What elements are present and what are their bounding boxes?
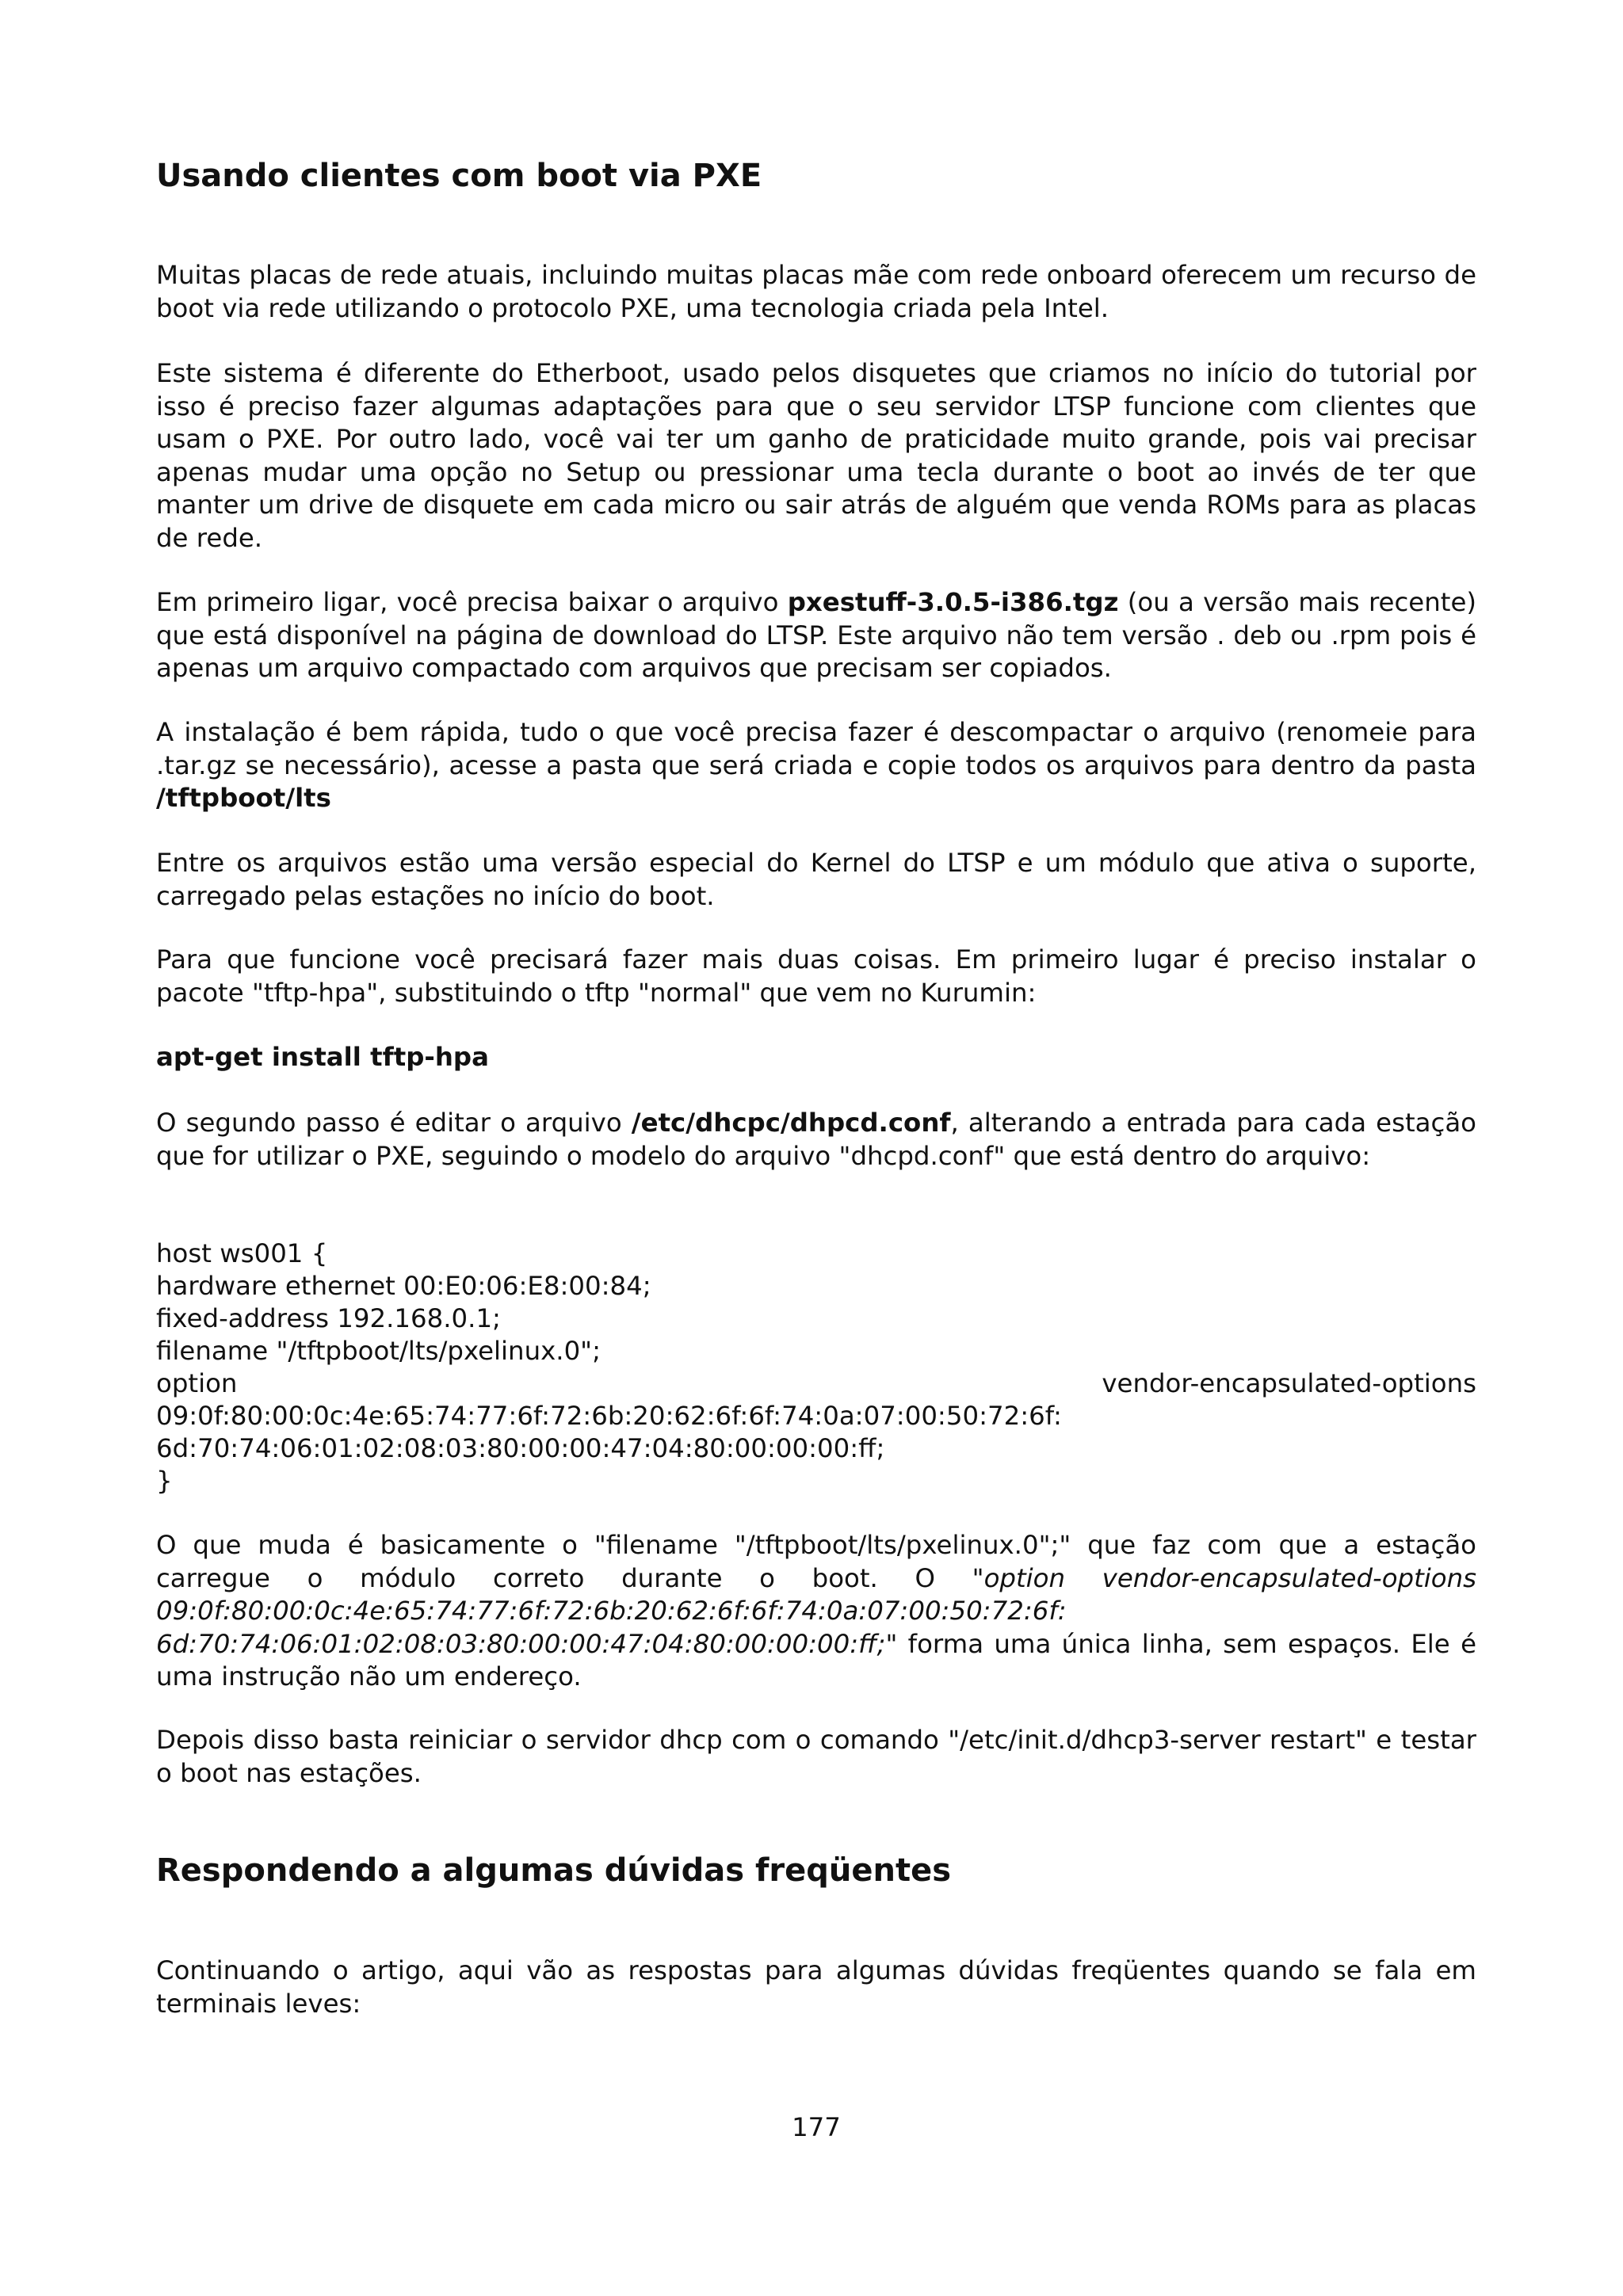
paragraph-restart: Depois disso basta reiniciar o servidor dhcp com o comando "/etc/init.d/dhcp3-server restart" e testar o boot nas estações. bbox=[156, 1725, 1476, 1788]
code-line-8: } bbox=[156, 1466, 173, 1496]
code-line-3: fixed-address 192.168.0.1; bbox=[156, 1303, 501, 1333]
paragraph-download-text: Em primeiro ligar, você precisa baixar o arquivo bbox=[156, 587, 788, 617]
paragraph-kernel: Entre os arquivos estão uma versão especial do Kernel do LTSP e um módulo que ativa o suporte, carregado pelas estações no início do boot. bbox=[156, 848, 1476, 911]
paragraph-dhcpd-edit bbox=[156, 1107, 1476, 1173]
page-number: 177 bbox=[792, 2112, 841, 2142]
code-line-5 bbox=[156, 1367, 1476, 1401]
paragraph-filename-explain bbox=[156, 1529, 1476, 1694]
tftpboot-path: /tftpboot/lts bbox=[156, 783, 331, 813]
paragraph-download bbox=[156, 586, 1476, 685]
dhcpcd-conf-path: /etc/dhcpc/dhpcd.conf bbox=[631, 1108, 951, 1138]
paragraph-tftp: Para que funcione você precisará fazer mais duas coisas. Em primeiro lugar é preciso instalar o pacote "tftp-hpa", substituindo o tftp "normal" que vem no Kurumin: bbox=[156, 944, 1476, 1008]
paragraph-filename-explain-text: O que muda é basicamente o "filename "/tftpboot/lts/pxelinux.0";" que faz com que a estação carregue o módulo correto durante o boot. O " bbox=[156, 1530, 1476, 1593]
code-line-2: hardware ethernet 00:E0:06:E8:00:84; bbox=[156, 1271, 651, 1301]
code-line-5-keyword: option bbox=[156, 1368, 238, 1398]
paragraph-install-text: A instalação é bem rápida, tudo o que você precisa fazer é descompactar o arquivo (renomeie para .tar.gz se necessário), acesse a pasta que será criada e copie todos os arquivos para dentro da pasta bbox=[156, 717, 1476, 780]
paragraph-filename-explain-text-rest: " forma uma única linha, sem espaços. Ele é uma instrução não um endereço. bbox=[156, 1628, 1476, 1691]
paragraph-dhcpd-edit-text-rest: , alterando a entrada para cada estação que for utilizar o PXE, seguindo o modelo do arquivo "dhcpd.conf" que está dentro do arquivo: bbox=[156, 1108, 1476, 1171]
paragraph-dhcpd-edit-text: O segundo passo é editar o arquivo bbox=[156, 1108, 632, 1138]
code-line-7: 6d:70:74:06:01:02:08:03:80:00:00:47:04:80:00:00:00:ff; bbox=[156, 1433, 885, 1463]
code-line-1: host ws001 { bbox=[156, 1238, 328, 1268]
paragraph-install bbox=[156, 716, 1476, 815]
section-heading-faq: Respondendo a algumas dúvidas freqüentes bbox=[156, 1852, 952, 1889]
paragraph-faq-intro: Continuando o artigo, aqui vão as respostas para algumas dúvidas freqüentes quando se fala em terminais leves: bbox=[156, 1955, 1476, 2019]
pxestuff-filename: pxestuff-3.0.5-i386.tgz bbox=[787, 587, 1119, 617]
paragraph-download-text-rest: (ou a versão mais recente) que está disponível na página de download do LTSP. Este arquivo não tem versão . deb ou .rpm pois é apenas um arquivo compactado com arquivos que precisam ser copiados. bbox=[156, 587, 1477, 683]
paragraph-etherboot: Este sistema é diferente do Etherboot, usado pelos disquetes que criamos no início do tutorial por isso é preciso fazer algumas adaptações para que o seu servidor LTSP funcione com clientes que usam o PXE. Por outro lado, você vai ter um ganho de praticidade muito grande, pois vai precisar apenas mudar uma opção no Setup ou pressionar uma tecla durante o boot ao invés de ter que manter um drive de disquete em cada micro ou sair atrás de alguém que venda ROMs para as placas de rede. bbox=[156, 358, 1476, 553]
code-line-6: 09:0f:80:00:0c:4e:65:74:77:6f:72:6b:20:62:6f:6f:74:0a:07:00:50:72:6f: bbox=[156, 1401, 1062, 1431]
section-heading-pxe: Usando clientes com boot via PXE bbox=[156, 158, 762, 194]
vendor-option-italic: option vendor-encapsulated-options 09:0f:80:00:0c:4e:65:74:77:6f:72:6b:20:62:6f:6f:74:0a:07:00:50:72:6f: 6d:70:74:06:01:02:08:03:80:00:00:47:04:80:00:00:00:ff; bbox=[156, 1562, 1476, 1659]
paragraph-intro: Muitas placas de rede atuais, incluindo muitas placas mãe com rede onboard oferecem um recurso de boot via rede utilizando o protocolo PXE, uma tecnologia criada pela Intel. bbox=[156, 260, 1476, 323]
apt-get-command: apt-get install tftp-hpa bbox=[156, 1042, 489, 1072]
code-line-5-option-name: vendor-encapsulated-options bbox=[1102, 1368, 1476, 1398]
code-line-4: filename "/tftpboot/lts/pxelinux.0"; bbox=[156, 1336, 601, 1366]
